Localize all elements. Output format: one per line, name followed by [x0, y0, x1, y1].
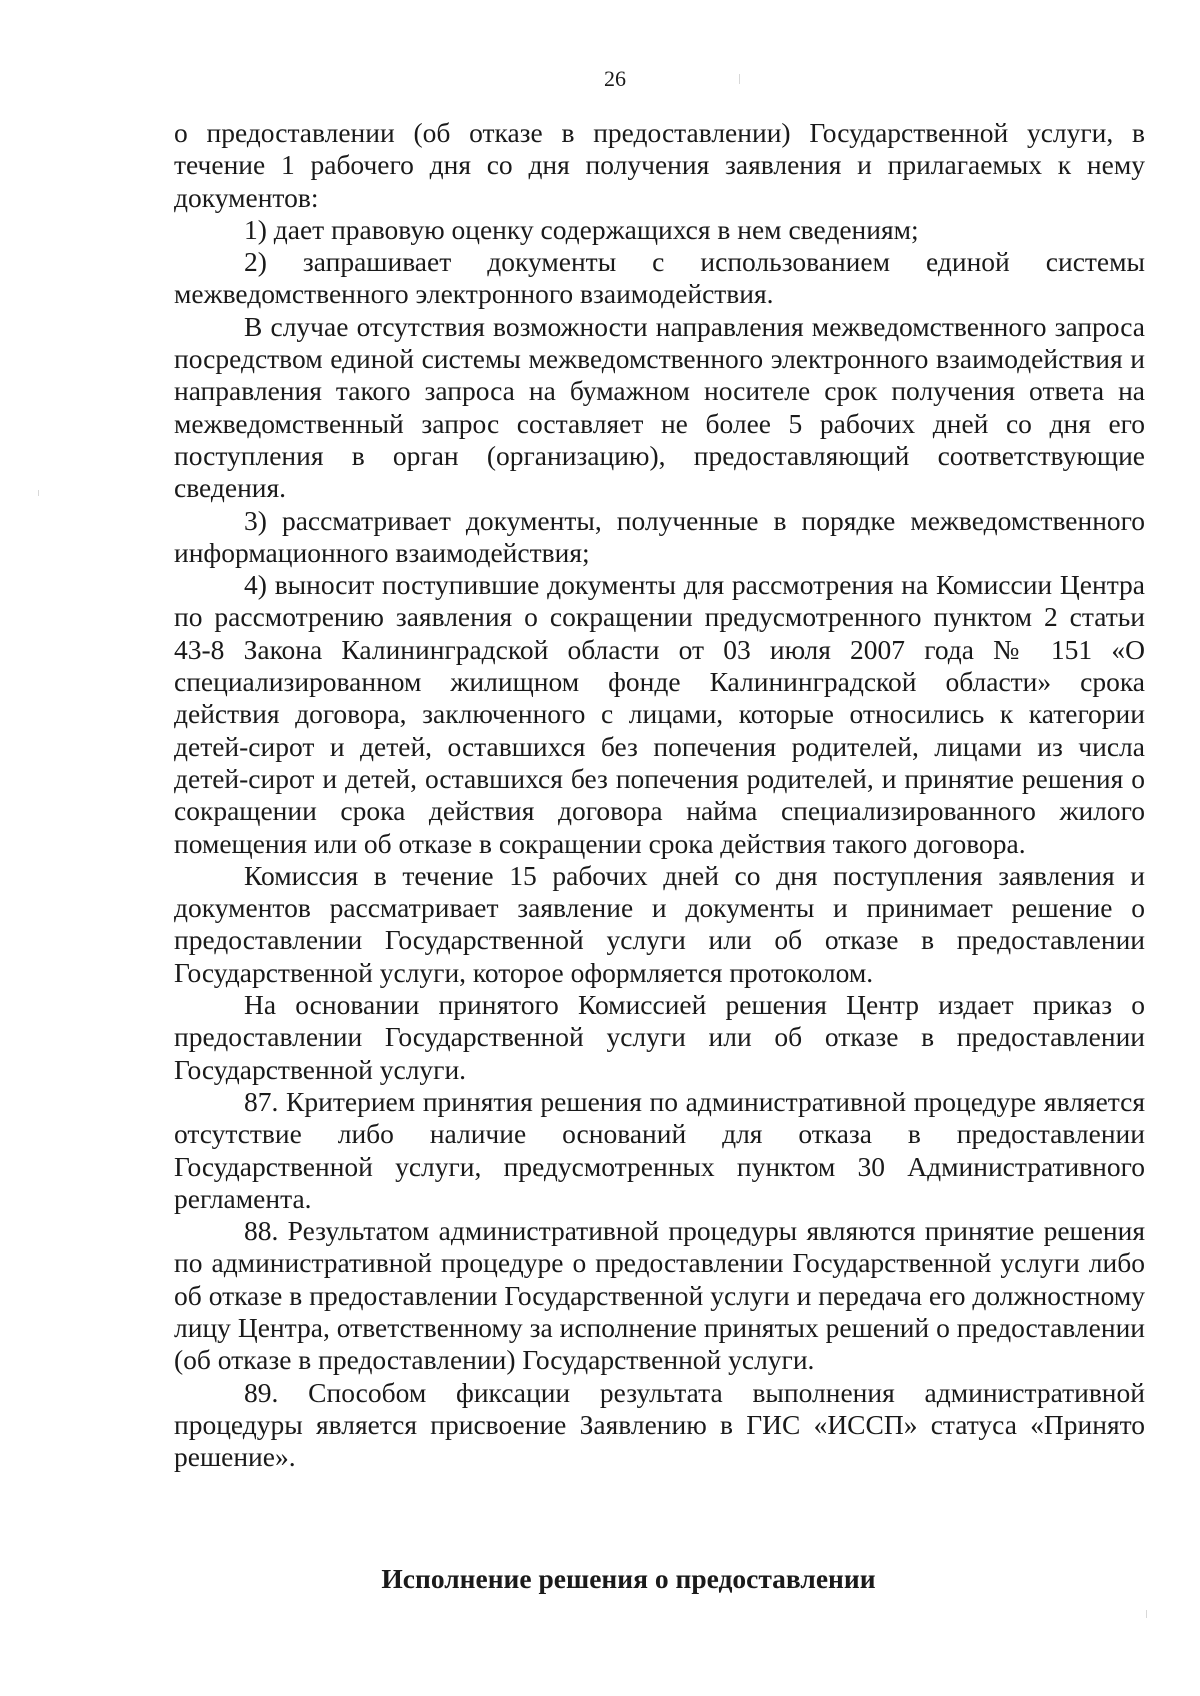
paragraph-item-4: 4) выносит поступившие документы для рассмотрения на Комиссии Центра по рассмотрению заявления о сокращении предусмотренного пунктом 2 статьи 43-8 Закона Калининградской области от 03 июля 2007 года № 151 «О специализированном жилищном фонде Калининградской области» срока действия договора, заключенного с лицами, которые относились к категории детей-сирот и детей, оставшихся без попечения родителей, лицами из числа детей-сирот и детей, оставшихся без попечения родителей, и принятие решения о сокращении срока действия договора найма специализированного жилого помещения или об отказе в сокращении срока действия такого договора.	[174, 569, 1145, 859]
page-number: 26	[604, 66, 626, 91]
paragraph-item-3: 3) рассматривает документы, полученные в порядке межведомственного информационного взаимодействия;	[174, 504, 1145, 568]
paragraph-interagency-request: В случае отсутствия возможности направления межведомственного запроса посредством единой системы межведомственного электронного взаимодействия и направления такого запроса на бумажном носителе срок получения ответа на межведомственный запрос составляет не более 5 рабочих дней со дня его поступления в орган (организацию), предоставляющий соответствующие сведения.	[174, 310, 1145, 504]
scan-artifact-bottom	[1146, 1610, 1147, 1618]
paragraph-continuation: о предоставлении (об отказе в предоставлении) Государственной услуги, в течение 1 рабочего дня со дня получения заявления и прилагаемых к нему документов:	[174, 117, 1145, 213]
paragraph-item-1: 1) дает правовую оценку содержащихся в нем сведениям;	[244, 213, 919, 245]
scan-artifact-left	[38, 490, 39, 496]
paragraph-87: 87. Критерием принятия решения по административной процедуре является отсутствие либо наличие оснований для отказа в предоставлении Государственной услуги, предусмотренных пунктом 30 Административного регламента.	[174, 1085, 1145, 1214]
paragraph-commission: Комиссия в течение 15 рабочих дней со дня поступления заявления и документов рассматривает заявление и документы и принимает решение о предоставлении Государственной услуги или об отказе в предоставлении Государственной услуги, которое оформляется протоколом.	[174, 859, 1145, 988]
paragraph-order: На основании принятого Комиссией решения Центр издает приказ о предоставлении Государственной услуги или об отказе в предоставлении Государственной услуги.	[174, 989, 1145, 1085]
paragraph-89: 89. Способом фиксации результата выполнения административной процедуры является присвоение Заявлению в ГИС «ИССП» статуса «Принято решение».	[174, 1376, 1145, 1473]
paragraph-item-2: 2) запрашивает документы с использованием единой системы межведомственного электронного взаимодействия.	[174, 246, 1145, 310]
paragraph-88: 88. Результатом административной процедуры являются принятие решения по административной процедуре о предоставлении Государственной услуги либо об отказе в предоставлении Государственной услуги и передача его должностному лицу Центра, ответственному за исполнение принятых решений о предоставлении (об отказе в предоставлении) Государственной услуги.	[174, 1215, 1145, 1376]
section-heading: Исполнение решения о предоставлении	[381, 1563, 876, 1594]
document-body	[174, 117, 1145, 1473]
scan-artifact-top	[739, 74, 740, 84]
